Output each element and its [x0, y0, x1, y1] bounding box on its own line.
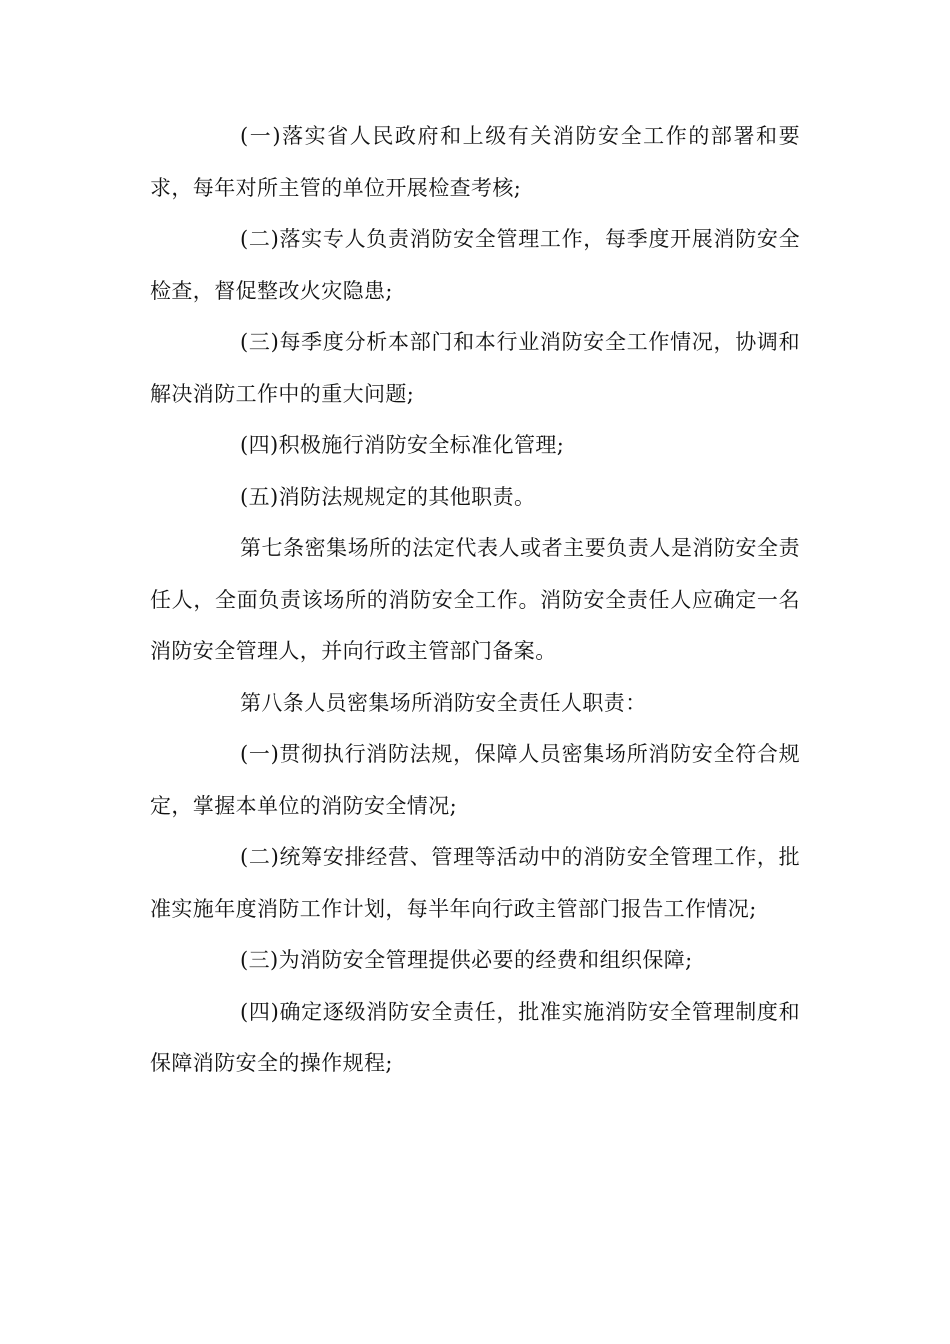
- document-body: [150, 111, 800, 1090]
- paragraph-10: (三)为消防安全管理提供必要的经费和组织保障;: [240, 948, 693, 972]
- paragraph-11: (四)确定逐级消防安全责任，批准实施消防安全管理制度和保障消防安全的操作规程;: [150, 999, 800, 1075]
- paragraph-5: (五)消防法规规定的其他职责。: [240, 484, 536, 509]
- paragraph-6: 第七条密集场所的法定代表人或者主要负责人是消防安全责任人，全面负责该场所的消防安全工作。消防安全责任人应确定一名消防安全管理人，并向行政主管部门备案。: [150, 536, 800, 663]
- paragraph-7: 第八条人员密集场所消防安全责任人职责：: [240, 690, 647, 715]
- paragraph-1: (一)落实省人民政府和上级有关消防安全工作的部署和要求，每年对所主管的单位开展检查考核;: [150, 124, 800, 200]
- paragraph-3: (三)每季度分析本部门和本行业消防安全工作情况，协调和解决消防工作中的重大问题;: [150, 330, 800, 406]
- paragraph-9: (二)统筹安排经营、管理等活动中的消防安全管理工作，批准实施年度消防工作计划，每半年向行政主管部门报告工作情况;: [150, 845, 800, 921]
- paragraph-4: (四)积极施行消防安全标准化管理;: [240, 433, 565, 457]
- paragraph-8: (一)贯彻执行消防法规，保障人员密集场所消防安全符合规定，掌握本单位的消防安全情况;: [150, 742, 800, 818]
- paragraph-2: (二)落实专人负责消防安全管理工作，每季度开展消防安全检查，督促整改火灾隐患;: [150, 227, 800, 303]
